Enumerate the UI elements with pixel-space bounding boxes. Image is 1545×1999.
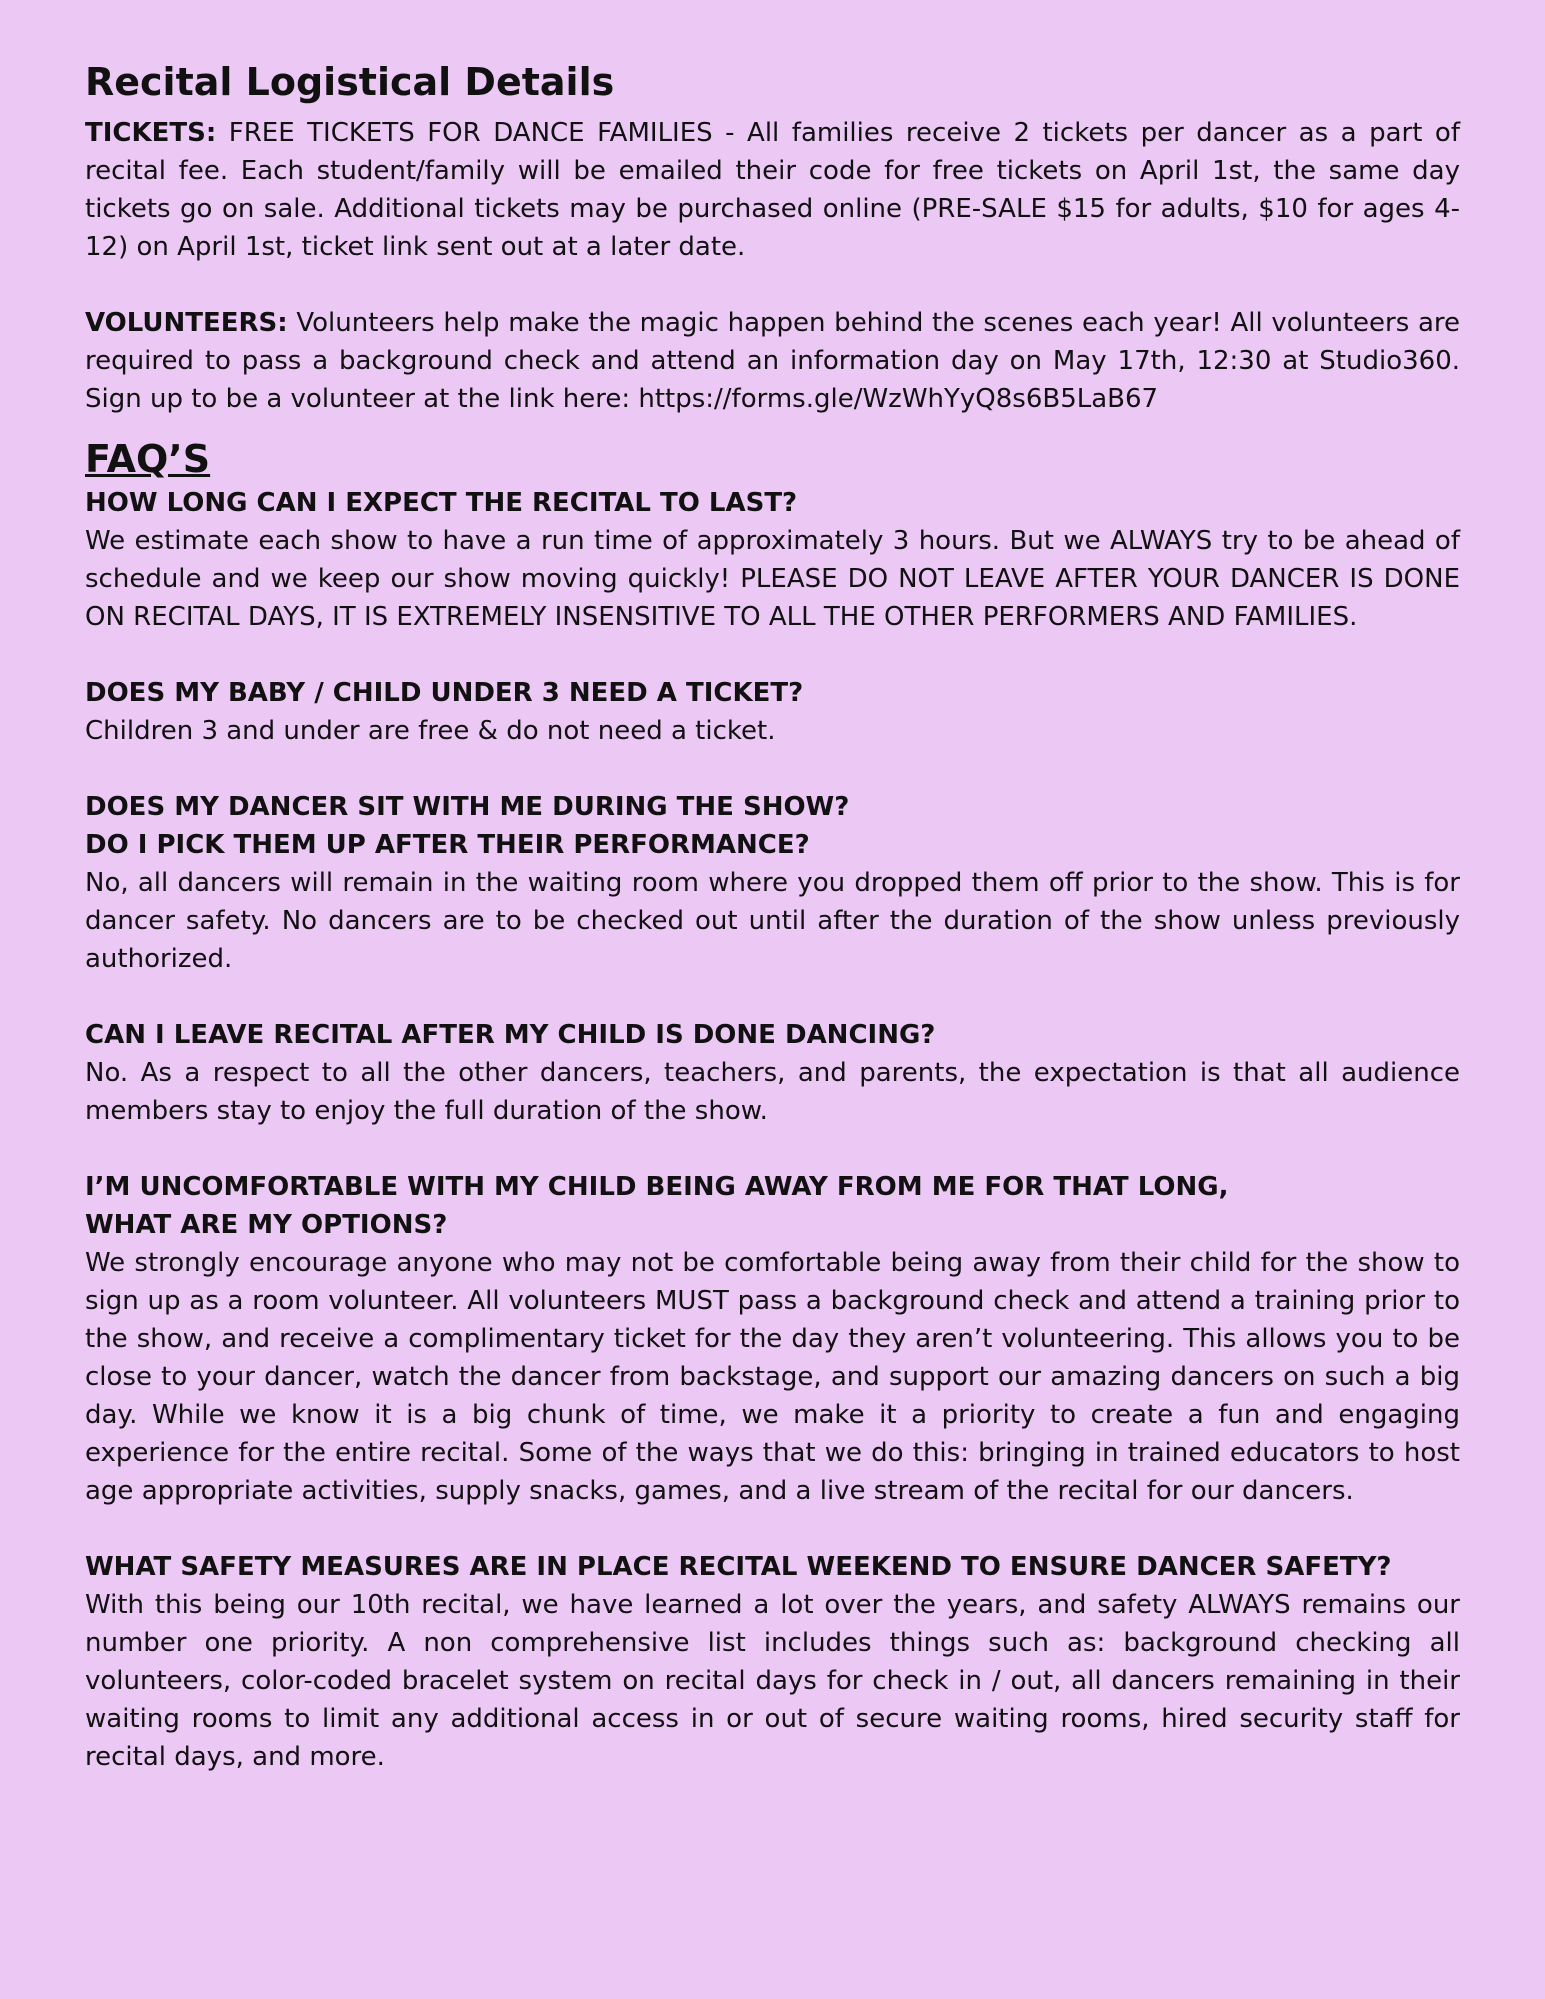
faq-question: CAN I LEAVE RECITAL AFTER MY CHILD IS DONE DANCING? [85,1020,936,1050]
tickets-paragraph [85,114,1460,266]
faq-question: WHAT SAFETY MEASURES ARE IN PLACE RECITAL WEEKEND TO ENSURE DANCER SAFETY? [85,1552,1392,1582]
faq-heading: FAQ’S [85,437,211,481]
tickets-label: TICKETS: [85,118,217,148]
faq-question: I’M UNCOMFORTABLE WITH MY CHILD BEING AWAY FROM ME FOR THAT LONG, [85,1172,1229,1202]
faq-answer: We estimate each show to have a run time of approximately 3 hours. But we ALWAYS try to be ahead of schedule and we keep our show moving quickly! PLEASE DO NOT LEAVE AFTER YOUR DANCER IS DONE ON RECITAL DAYS, IT IS EXTREMELY INSENSITIVE TO ALL THE OTHER PERFORMERS AND FAMILIES. [85,526,1460,632]
tickets-text: FREE TICKETS FOR DANCE FAMILIES - All families receive 2 tickets per dancer as a part of recital fee. Each student/family will be emailed their code for free tickets on April 1st, the same day tickets go on sale. Additional tickets may be purchased online (PRE-SALE $15 for adults, $10 for ages 4-12) on April 1st, ticket link sent out at a later date. [85,118,1460,262]
document-page [85,56,1460,1776]
spacer [85,266,1460,304]
faq-question: DOES MY DANCER SIT WITH ME DURING THE SHOW? [85,792,850,822]
faq-item [85,788,1460,978]
faq-item [85,1168,1460,1510]
faq-answer: Children 3 and under are free & do not need a ticket. [85,716,776,746]
volunteers-paragraph [85,304,1460,418]
faq-answer: We strongly encourage anyone who may not be comfortable being away from their child for the show to sign up as a room volunteer. All volunteers MUST pass a background check and attend a training prior to the show, and receive a complimentary ticket for the day they aren’t volunteering. This allows you to be close to your dancer, watch the dancer from backstage, and support our amazing dancers on such a big day. While we know it is a big chunk of time, we make it a priority to create a fun and engaging experience for the entire recital. Some of the ways that we do this: bringing in trained educators to host age appropriate activities, supply snacks, games, and a live stream of the recital for our dancers. [85,1248,1460,1506]
faq-item [85,484,1460,636]
faq-item [85,674,1460,750]
volunteers-text: Volunteers help make the magic happen behind the scenes each year! All volunteers are required to pass a background check and attend an information day on May 17th, 12:30 at Studio360. Sign up to be a volunteer at the link here: https://forms.gle/WzWhYyQ8s6B5LaB67 [85,308,1460,414]
faq-answer: With this being our 10th recital, we have learned a lot over the years, and safety ALWAYS remains our number one priority. A non comprehensive list includes things such as: background checking all volunteers, color-coded bracelet system on recital days for check in / out, all dancers remaining in their waiting rooms to limit any additional access in or out of secure waiting rooms, hired security staff for recital days, and more. [85,1590,1460,1772]
faq-question-continued: DO I PICK THEM UP AFTER THEIR PERFORMANCE? [85,830,810,860]
faq-question: DOES MY BABY / CHILD UNDER 3 NEED A TICKET? [85,678,804,708]
faq-item [85,1548,1460,1776]
volunteers-label: VOLUNTEERS: [85,308,288,338]
faq-answer: No, all dancers will remain in the waiting room where you dropped them off prior to the show. This is for dancer safety. No dancers are to be checked out until after the duration of the show unless previously authorized. [85,868,1460,974]
faq-answer: No. As a respect to all the other dancers, teachers, and parents, the expectation is that all audience members stay to enjoy the full duration of the show. [85,1058,1460,1126]
faq-question: HOW LONG CAN I EXPECT THE RECITAL TO LAST? [85,488,798,518]
page-title: Recital Logistical Details [85,60,615,104]
faq-item [85,1016,1460,1130]
faq-question-continued: WHAT ARE MY OPTIONS? [85,1210,448,1240]
